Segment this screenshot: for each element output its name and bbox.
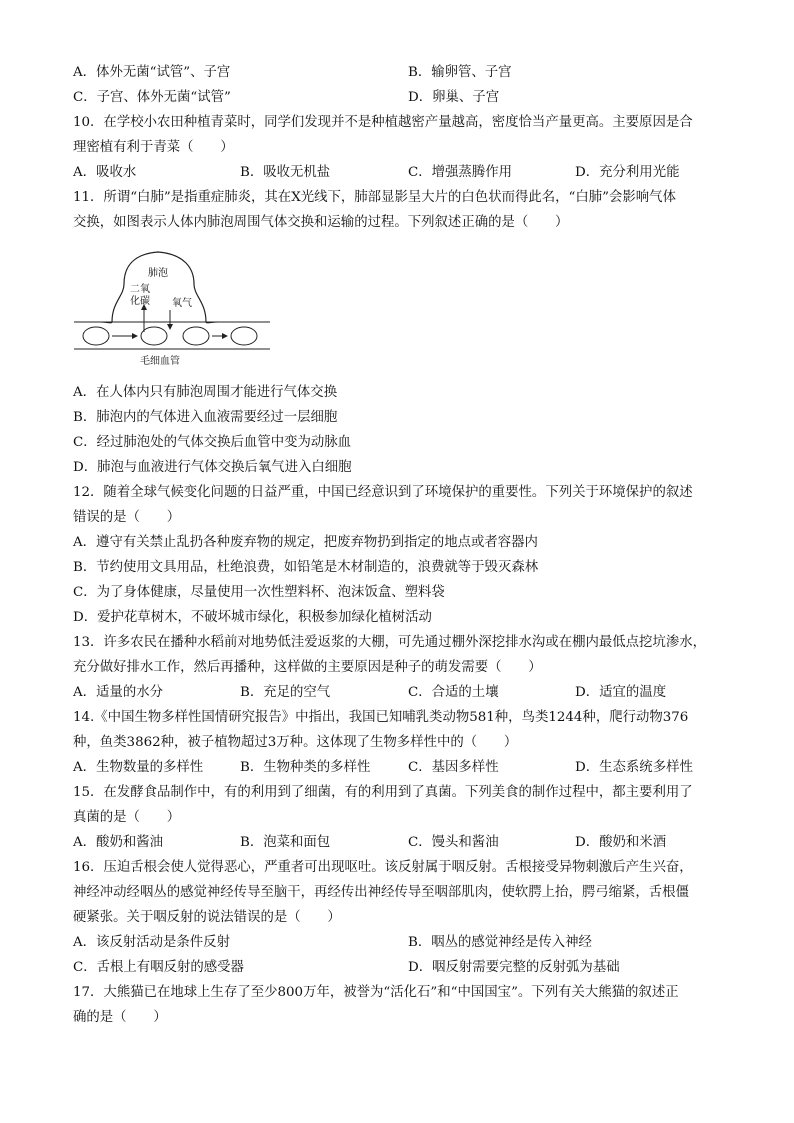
q9-option-b: B．输卵管、子宫 — [408, 65, 512, 80]
blood-cell — [231, 327, 257, 345]
capillary-label: 毛细血管 — [140, 356, 180, 367]
q15-option-d: D．酸奶和米酒 — [575, 835, 667, 850]
flow-arrow-icon — [222, 333, 228, 339]
co2-label: 二氧 — [130, 284, 150, 295]
q14-option-a: A．生物数量的多样性 — [73, 760, 204, 775]
q9-option-c: C．子宫、体外无菌“试管” — [73, 90, 231, 105]
q10-option-a: A．吸收水 — [73, 165, 137, 180]
q11-option-a: A．在人体内只有肺泡周围才能进行气体交换 — [73, 385, 338, 400]
alveolus-diagram — [72, 246, 272, 372]
alveolus-label: 肺泡 — [148, 268, 168, 279]
q12-stem: 12．随着全球气候变化问题的日益严重，中国已经意识到了环境保护的重要性。下列关于环境保护的叙述 — [73, 485, 693, 500]
q12-option-b: B．节约使用文具用品，杜绝浪费，如铅笔是木材制造的，浪费就等于毁灭森林 — [73, 560, 539, 575]
q12-option-d: D．爱护花草树木，不破坏城市绿化，积极参加绿化植树活动 — [73, 610, 432, 625]
q9-option-d: D．卵巢、子宫 — [408, 90, 500, 105]
q10-stem-cont: 理密植有利于青菜（ ） — [73, 140, 234, 155]
q9-option-a: A．体外无菌“试管”、子宫 — [73, 65, 231, 80]
alveolus-outline — [112, 252, 206, 322]
q11-stem-cont: 交换，如图表示人体内肺泡周围气体交换和运输的过程。下列叙述正确的是（ ） — [73, 215, 569, 230]
q14-stem: 14.《中国生物多样性国情研究报告》中指出，我国已知哺乳类动物581种，鸟类1244种，爬行动物376 — [73, 710, 689, 725]
q16-stem: 16．压迫舌根会使人觉得恶心，严重者可出现呕吐。该反射属于咽反射。舌根接受异物刺激后产生兴奋， — [73, 860, 693, 875]
q11-option-d: D．肺泡与血液进行气体交换后氧气进入白细胞 — [73, 460, 352, 475]
q16-stem-cont: 神经冲动经咽丛的感觉神经传导至脑干，再经传出神经传导至咽部肌肉，使软腭上抬，腭弓缩紧，舌根僵 — [73, 885, 689, 900]
q14-option-d: D．生态系统多样性 — [575, 760, 693, 775]
q11-option-c: C．经过肺泡处的气体交换后血管中变为动脉血 — [73, 435, 352, 450]
q14-stem-cont: 种，鱼类3862种，被子植物超过3万种。这体现了生物多样性中的（ ） — [73, 735, 518, 750]
oxygen-label: 氧气 — [172, 298, 192, 309]
q15-stem-cont: 真菌的是（ ） — [73, 810, 181, 825]
q15-stem: 15．在发酵食品制作中，有的利用到了细菌，有的利用到了真菌。下列美食的制作过程中，都主要利用了 — [73, 785, 693, 800]
q15-option-b: B．泡菜和面包 — [240, 835, 331, 850]
q15-option-a: A．酸奶和酱油 — [73, 835, 164, 850]
blood-cell — [83, 327, 109, 345]
flow-arrow-icon — [132, 333, 138, 339]
q10-option-d: D．充分利用光能 — [575, 165, 680, 180]
q13-option-c: C．合适的土壤 — [408, 685, 499, 700]
q16-option-b: B．咽丛的感觉神经是传入神经 — [408, 935, 592, 950]
q13-option-b: B．充足的空气 — [240, 685, 331, 700]
q16-option-a: A．该反射活动是条件反射 — [73, 935, 230, 950]
q13-stem-cont: 充分做好排水工作，然后再播种，这样做的主要原因是种子的萌发需要（ ） — [73, 660, 542, 675]
q14-option-b: B．生物种类的多样性 — [240, 760, 371, 775]
q16-stem-cont-2: 硬紧张。关于咽反射的说法错误的是（ ） — [73, 910, 341, 925]
q17-stem-cont: 确的是（ ） — [73, 1010, 167, 1025]
oxygen-arrow-icon — [167, 324, 173, 330]
co2-label-cont: 化碳 — [130, 296, 150, 307]
blood-cell — [183, 327, 209, 345]
q15-option-c: C．馒头和酱油 — [408, 835, 499, 850]
q12-option-c: C．为了身体健康，尽量使用一次性塑料杯、泡沫饭盒、塑料袋 — [73, 585, 445, 600]
q14-option-c: C．基因多样性 — [408, 760, 499, 775]
q16-option-c: C．舌根上有咽反射的感受器 — [73, 960, 244, 975]
q12-stem-cont: 错误的是（ ） — [73, 510, 181, 525]
q13-stem: 13．许多农民在播种水稻前对地势低洼爱返浆的大棚，可先通过棚外深挖排水沟或在棚内最低点挖坑渗水， — [73, 635, 707, 650]
q10-option-b: B．吸收无机盐 — [240, 165, 331, 180]
q13-option-a: A．适量的水分 — [73, 685, 164, 700]
q10-stem: 10．在学校小农田种植青菜时，同学们发现并不是种植越密产量越高，密度恰当产量更高。主要原因是合 — [73, 115, 693, 130]
q13-option-d: D．适宜的温度 — [575, 685, 667, 700]
blood-cell — [141, 327, 167, 345]
q10-option-c: C．增强蒸腾作用 — [408, 165, 512, 180]
q16-option-d: D．咽反射需要完整的反射弧为基础 — [408, 960, 620, 975]
q17-stem: 17．大熊猫已在地球上生存了至少800万年，被誉为“活化石”和“中国国宝”。下列有关大熊猫的叙述正 — [73, 985, 679, 1000]
q12-option-a: A．遵守有关禁止乱扔各种废弃物的规定，把废弃物扔到指定的地点或者容器内 — [73, 535, 538, 550]
q11-option-b: B．肺泡内的气体进入血液需要经过一层细胞 — [73, 410, 338, 425]
q11-stem: 11．所谓“白肺”是指重症肺炎，其在X光线下，肺部显影呈大片的白色状而得此名，“白肺”会影响气体 — [73, 190, 676, 205]
